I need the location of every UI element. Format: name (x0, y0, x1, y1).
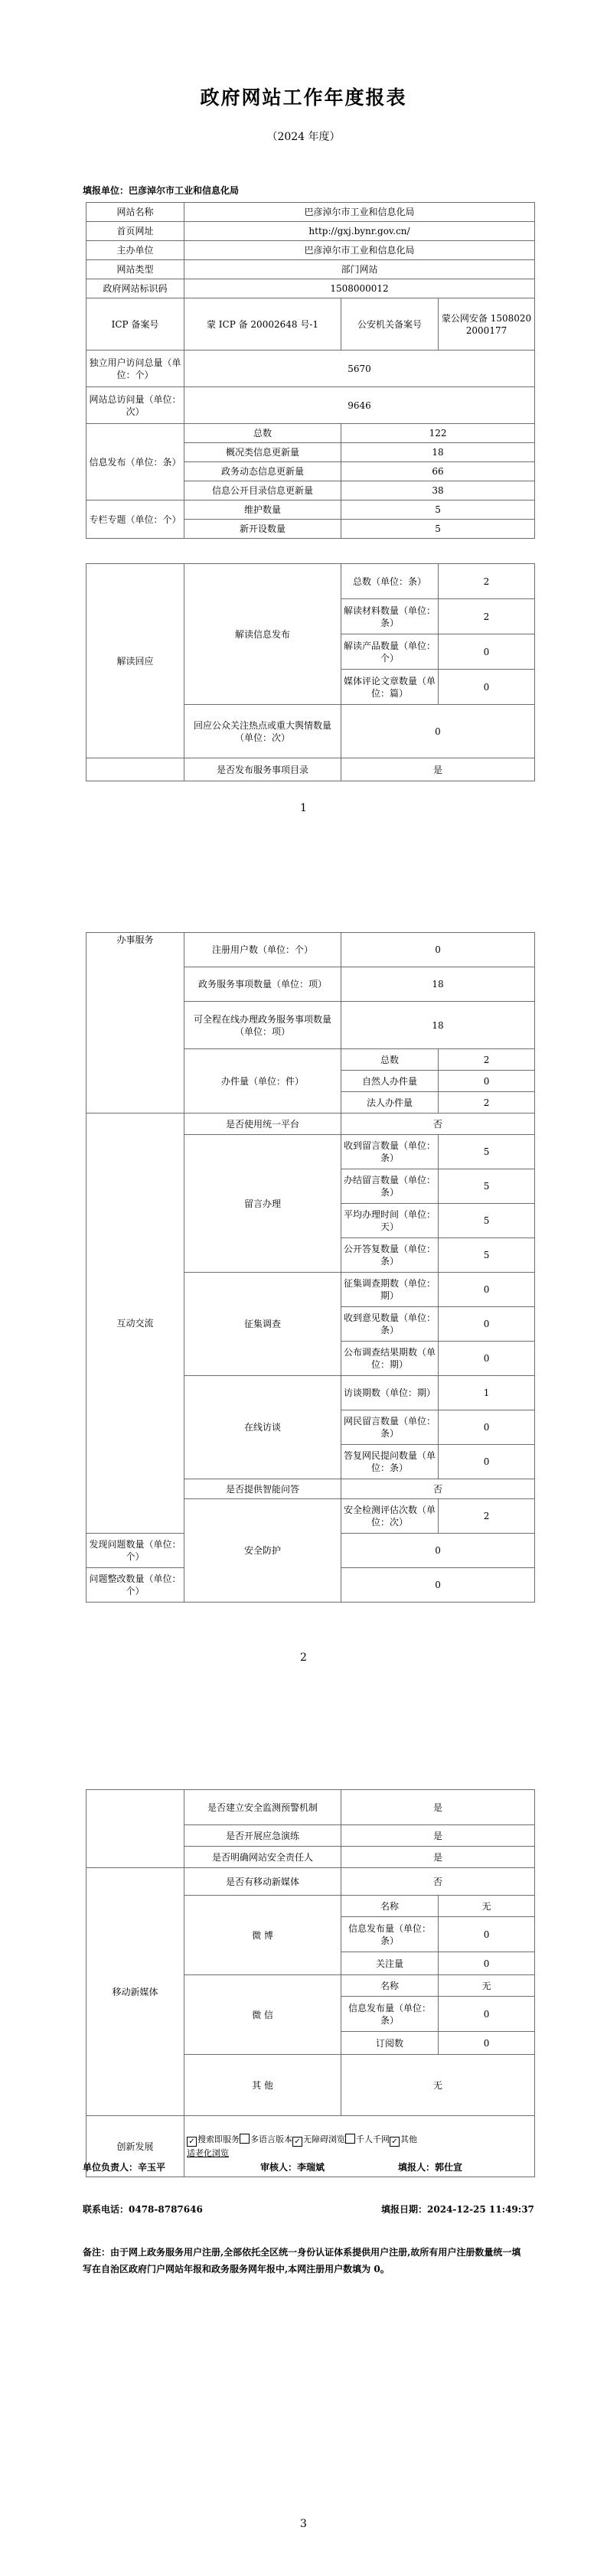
value-home: http://gxj.bynr.gov.cn/ (184, 222, 535, 241)
value-wx-post: 0 (439, 1997, 535, 2032)
value-icp: 蒙 ICP 备 20002648 号-1 (184, 298, 341, 351)
label-list: 是否发布服务事项目录 (184, 758, 341, 781)
label-material: 解读材料数量（单位：条） (341, 599, 439, 634)
value-list: 是 (341, 758, 535, 781)
label-security: 安全防护 (184, 1499, 341, 1603)
value-hot: 0 (341, 705, 535, 758)
value-s3: 0 (439, 1342, 535, 1376)
label-weibo: 微 博 (184, 1896, 341, 1975)
value-pub: 5 (439, 1238, 535, 1273)
label-has: 是否有移动新媒体 (184, 1868, 341, 1896)
label-items: 政务服务事项数量（单位：项） (184, 967, 341, 1002)
label-uv: 独立用户访问总量（单位：个） (86, 351, 184, 387)
label-s1: 征集调查期数（单位：期） (341, 1273, 439, 1307)
security-continued (86, 1790, 184, 1868)
label-icp: ICP 备案号 (86, 298, 184, 351)
label-t1: 访谈期数（单位：期） (341, 1376, 439, 1410)
label-maintain: 维护数量 (184, 501, 341, 520)
value-wx-sub: 0 (439, 2032, 535, 2055)
label-pv: 网站总访问量（单位：次） (86, 387, 184, 424)
label-overview: 概况类信息更新量 (184, 443, 341, 462)
label-police: 公安机关备案号 (341, 298, 439, 351)
label-done: 办结留言数量（单位：条） (341, 1169, 439, 1204)
value-recv: 5 (439, 1135, 535, 1169)
value-wx-name: 无 (439, 1975, 535, 1997)
value-overview: 18 (341, 443, 535, 462)
value-has: 否 (341, 1868, 535, 1896)
contact-phone: 联系电话：0478-8787646 (83, 2204, 203, 2215)
label-dynamic: 政务动态信息更新量 (184, 462, 341, 481)
label-fixed: 问题整改数量（单位：个） (86, 1568, 184, 1603)
value-info-total: 122 (341, 424, 535, 443)
label-warn: 是否建立安全监测预警机制 (184, 1790, 341, 1825)
label-reg: 注册用户数（单位：个） (184, 933, 341, 967)
value-t1: 1 (439, 1376, 535, 1410)
label-home: 首页网址 (86, 222, 184, 241)
value-owner: 是 (341, 1847, 535, 1868)
label-platform: 是否使用统一平台 (184, 1114, 341, 1135)
label-drill: 是否开展应急演练 (184, 1825, 341, 1847)
checkbox-search-service[interactable]: ✓ (187, 2137, 197, 2147)
label-found: 发现问题数量（单位：个） (86, 1534, 184, 1568)
label-owner: 是否明确网站安全责任人 (184, 1847, 341, 1868)
label-media: 移动新媒体 (86, 1868, 184, 2116)
option-search-service: 搜索即服务 (197, 2134, 240, 2144)
label-avg: 平均办理时间（单位：天） (341, 1204, 439, 1238)
value-dynamic: 66 (341, 462, 535, 481)
checkbox-other[interactable]: ✓ (390, 2137, 400, 2147)
value-sponsor: 巴彦淖尔市工业和信息化局 (184, 241, 535, 260)
page-number-2: 2 (300, 1652, 307, 1664)
label-service: 办事服务 (86, 933, 184, 1114)
label-column: 专栏专题（单位：个） (86, 501, 184, 539)
option-multilang: 多语言版本 (250, 2134, 292, 2144)
value-pv: 9646 (184, 387, 535, 424)
label-sponsor: 主办单位 (86, 241, 184, 260)
value-new: 5 (341, 520, 535, 539)
option-personalized: 千人千网 (356, 2134, 390, 2144)
label-recv: 收到留言数量（单位：条） (341, 1135, 439, 1169)
label-handle: 办件量（单位：件） (184, 1049, 341, 1114)
value-site-name: 巴彦淖尔市工业和信息化局 (184, 203, 535, 222)
label-t2: 网民留言数量（单位：条） (341, 1410, 439, 1445)
value-s2: 0 (439, 1307, 535, 1342)
value-wb-name: 无 (439, 1896, 535, 1917)
blank-cell (86, 758, 184, 781)
label-type: 网站类型 (86, 260, 184, 279)
label-wb-name: 名称 (341, 1896, 439, 1917)
label-interpret-total: 总数（单位：条） (341, 564, 439, 599)
checkbox-accessible[interactable]: ✓ (292, 2137, 302, 2147)
label-interact: 互动交流 (86, 1114, 184, 1534)
innovation-options (184, 2116, 535, 2177)
label-hot: 回应公众关注热点或重大舆情数量（单位：次） (184, 705, 341, 758)
label-interpret: 解读回应 (86, 564, 184, 758)
value-drill: 是 (341, 1825, 535, 1847)
reviewer: 审核人：李瑞斌 (260, 2162, 325, 2173)
label-wb-follow: 关注量 (341, 1952, 439, 1975)
label-site-name: 网站名称 (86, 203, 184, 222)
page-number-3: 3 (300, 2518, 307, 2530)
value-s1: 0 (439, 1273, 535, 1307)
option-other: 其他 (400, 2134, 417, 2144)
value-other: 无 (341, 2055, 535, 2116)
value-type: 部门网站 (184, 260, 535, 279)
label-info: 信息发布（单位：条） (86, 424, 184, 501)
label-catalog: 信息公开目录信息更新量 (184, 481, 341, 501)
report-table-page3 (86, 1789, 535, 2177)
report-year: （2024 年度） (266, 131, 341, 143)
value-media-comment: 0 (439, 670, 535, 705)
unit-head: 单位负责人：辛玉平 (83, 2162, 166, 2173)
page-number-1: 1 (300, 802, 307, 814)
value-maintain: 5 (341, 501, 535, 520)
value-platform: 否 (341, 1114, 535, 1135)
value-check: 2 (439, 1499, 535, 1534)
label-info-total: 总数 (184, 424, 341, 443)
label-wechat: 微 信 (184, 1975, 341, 2055)
value-wb-follow: 0 (439, 1952, 535, 1975)
value-done: 5 (439, 1169, 535, 1204)
value-smart: 否 (341, 1479, 535, 1499)
value-material: 2 (439, 599, 535, 634)
option-other-text: 适老化浏览 (187, 2147, 229, 2158)
label-person: 自然人办件量 (341, 1071, 439, 1092)
label-other: 其 他 (184, 2055, 341, 2116)
value-product: 0 (439, 634, 535, 670)
label-check: 安全检测评估次数（单位：次） (341, 1499, 439, 1534)
label-talk: 在线访谈 (184, 1376, 341, 1479)
report-table-page2 (86, 932, 535, 1603)
label-code: 政府网站标识码 (86, 279, 184, 298)
checkbox-personalized[interactable] (345, 2134, 355, 2144)
value-corp: 2 (439, 1092, 535, 1114)
value-catalog: 38 (341, 481, 535, 501)
value-fixed: 0 (341, 1568, 535, 1603)
label-interpret-publish: 解读信息发布 (184, 564, 341, 705)
label-s3: 公布调查结果期数（单位：期） (341, 1342, 439, 1376)
label-corp: 法人办件量 (341, 1092, 439, 1114)
checkbox-multilang[interactable] (240, 2134, 250, 2144)
label-survey: 征集调查 (184, 1273, 341, 1376)
label-media-comment: 媒体评论文章数量（单位：篇） (341, 670, 439, 705)
label-msg: 留言办理 (184, 1135, 341, 1273)
filler: 填报人：郭仕宣 (398, 2162, 463, 2173)
remark-note: 备注：由于网上政务服务用户注册,全部依托全区统一身份认证体系提供用户注册,故所有用户注册数量统一填写在自治区政府门户网站年报和政务服务网年报中,本网注册用户数填为 0。 (83, 2247, 521, 2274)
value-reg: 0 (341, 933, 535, 967)
page-title: 政府网站工作年度报表 (200, 86, 407, 109)
value-interpret-total: 2 (439, 564, 535, 599)
value-online: 18 (341, 1002, 535, 1049)
value-htotal: 2 (439, 1049, 535, 1071)
value-warn: 是 (341, 1790, 535, 1825)
value-code: 1508000012 (184, 279, 535, 298)
label-online: 可全程在线办理政务服务事项数量（单位：项） (184, 1002, 341, 1049)
interpret-table (86, 563, 535, 781)
value-person: 0 (439, 1071, 535, 1092)
label-wx-post: 信息发布量（单位：条） (341, 1997, 439, 2032)
option-accessible: 无障碍浏览 (303, 2134, 345, 2144)
label-s2: 收到意见数量（单位：条） (341, 1307, 439, 1342)
label-innovation: 创新发展 (86, 2116, 184, 2177)
label-smart: 是否提供智能问答 (184, 1479, 341, 1499)
label-product: 解读产品数量（单位：个） (341, 634, 439, 670)
report-table-page1 (86, 202, 535, 539)
label-pub: 公开答复数量（单位：条） (341, 1238, 439, 1273)
value-items: 18 (341, 967, 535, 1002)
value-found: 0 (341, 1534, 535, 1568)
label-new: 新开设数量 (184, 520, 341, 539)
value-police: 蒙公网安备 15080202000177 (439, 298, 535, 351)
value-wb-post: 0 (439, 1917, 535, 1952)
label-t3: 答复网民提问数量（单位：条） (341, 1445, 439, 1479)
label-wb-post: 信息发布量（单位：条） (341, 1917, 439, 1952)
label-wx-name: 名称 (341, 1975, 439, 1997)
fill-date: 填报日期：2024-12-25 11:49:37 (381, 2204, 534, 2215)
value-t2: 0 (439, 1410, 535, 1445)
value-uv: 5670 (184, 351, 535, 387)
label-wx-sub: 订阅数 (341, 2032, 439, 2055)
label-htotal: 总数 (341, 1049, 439, 1071)
value-avg: 5 (439, 1204, 535, 1238)
value-t3: 0 (439, 1445, 535, 1479)
reporting-unit: 填报单位：巴彦淖尔市工业和信息化局 (83, 185, 240, 196)
